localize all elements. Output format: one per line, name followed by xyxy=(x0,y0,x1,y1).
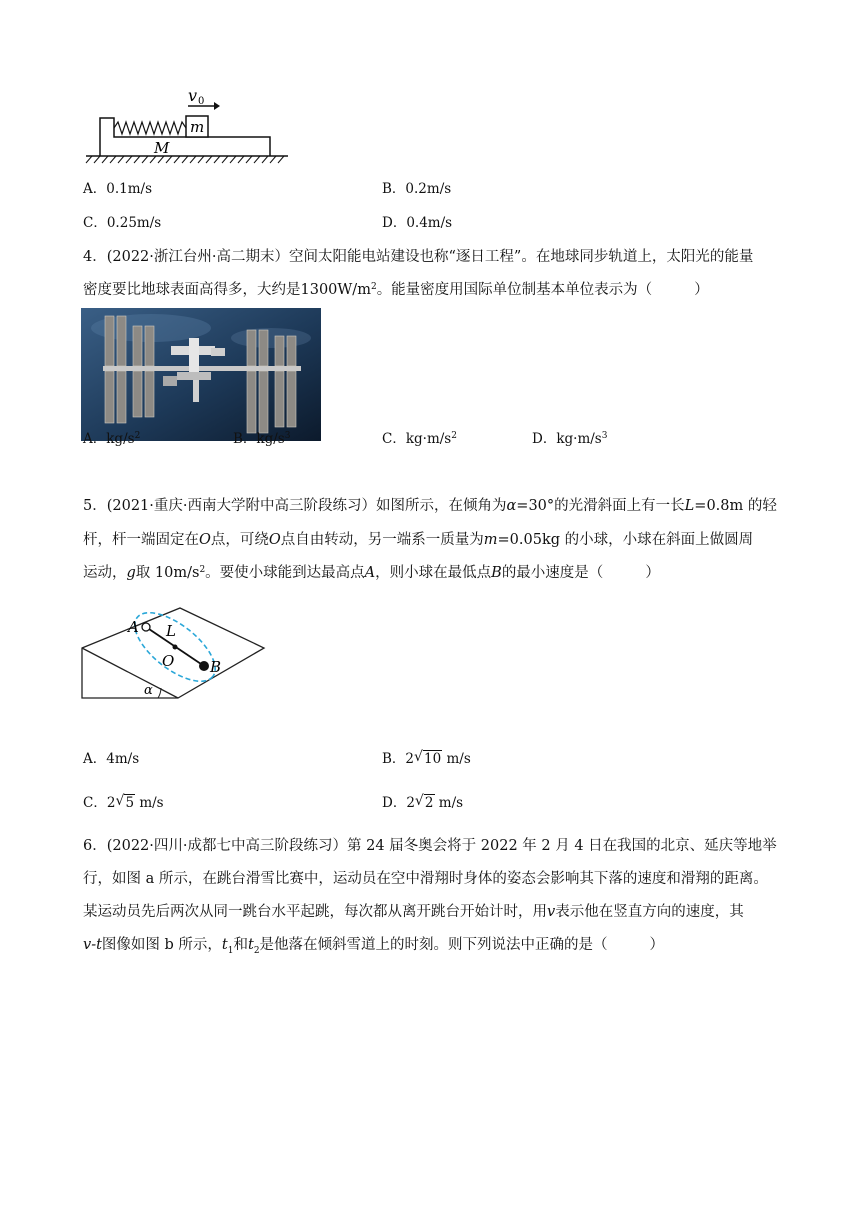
q6-stem-line1 xyxy=(83,836,777,856)
q5-text: 5．(2021·重庆·西南大学附中高三阶段练习）如图所示，在倾角为 xyxy=(83,498,507,514)
option-text: 4m/s xyxy=(106,751,140,767)
option-letter: D． xyxy=(532,431,557,447)
q6-subscript: 2 xyxy=(253,945,260,956)
q4-stem-line1 xyxy=(83,247,753,267)
option-text: kg·m/s xyxy=(405,431,452,447)
length-l-label: L xyxy=(166,622,176,640)
q5-var-O: O xyxy=(268,532,281,548)
q4-option-d[interactable] xyxy=(532,429,607,449)
q5-option-b[interactable] xyxy=(382,749,471,769)
angle-alpha-label: α xyxy=(144,683,153,698)
q5-text: =0.8m 的轻 xyxy=(694,498,777,514)
block-mass-label: m xyxy=(190,118,205,136)
q5-text: 点自由转动，另一端系一质量为 xyxy=(280,532,484,548)
q6-stem-line4 xyxy=(83,935,664,961)
option-letter: A． xyxy=(83,751,107,767)
option-letter: C． xyxy=(382,431,406,447)
option-exponent: 2 xyxy=(134,431,141,441)
option-coefficient: 2 xyxy=(405,751,415,767)
option-unit: m/s xyxy=(442,751,471,767)
point-a-label: A xyxy=(128,618,139,636)
q5-text: 。要使小球能到达最高点 xyxy=(205,565,365,581)
option-letter: C． xyxy=(83,795,107,811)
q6-text: ） xyxy=(649,937,665,953)
q5-var-g: g xyxy=(126,565,136,581)
option-text: kg/s xyxy=(256,431,285,447)
q4-text: 4．(2022·浙江台州·高二期末）空间太阳能电站建设也称“逐日工程”。在地球同步轨道上，太阳光的能量 xyxy=(83,249,754,265)
q6-text: 行，如图 a 所示，在跳台滑雪比赛中，运动员在空中滑翔时身体的姿态会影响其下落的速度和滑翔的距离。 xyxy=(83,871,768,887)
q6-text: 是他落在倾斜雪道上的时刻。则下列说法中正确的是（ xyxy=(259,937,608,953)
option-radicand: 5 xyxy=(125,795,135,811)
q4-option-b[interactable] xyxy=(233,429,290,449)
q6-subscript: 1 xyxy=(227,945,234,956)
q5-text: =0.05kg 的小球，小球在斜面上做圆周 xyxy=(497,532,754,548)
option-radicand: 10 xyxy=(424,751,442,767)
q5-text: ，则小球在最低点 xyxy=(375,565,492,581)
q5-option-d[interactable] xyxy=(382,793,463,813)
velocity-subscript: 0 xyxy=(198,96,205,107)
q6-text: 6．(2022·四川·成都七中高三阶段练习）第 24 届冬奥会将于 2022 年 2 月 4 日在我国的北京、延庆等地举 xyxy=(83,838,777,854)
q6-stem-line3 xyxy=(83,902,744,922)
point-b-label: B xyxy=(210,658,222,676)
option-letter: B． xyxy=(382,751,406,767)
sqrt-symbol xyxy=(414,749,442,769)
q5-stem-line1 xyxy=(83,496,777,516)
option-text: 0.4m/s xyxy=(406,215,453,231)
q5-var-m: m xyxy=(483,532,498,548)
q5-var-O: O xyxy=(199,532,211,548)
q5-option-c[interactable] xyxy=(83,793,164,813)
sqrt-symbol xyxy=(415,793,435,813)
q6-var-v: v xyxy=(547,904,556,920)
q4-value: 1300W/m xyxy=(300,282,371,298)
option-exponent: 3 xyxy=(601,431,608,441)
q4-value-exponent: 2 xyxy=(370,282,377,292)
option-letter: D． xyxy=(382,215,407,231)
q4-option-c[interactable] xyxy=(382,429,457,449)
q4-text: 。能量密度用国际单位制基本单位表示为（ xyxy=(376,282,653,298)
q6-var-vt: v-t xyxy=(83,937,102,953)
option-radicand: 2 xyxy=(424,795,434,811)
option-unit: m/s xyxy=(434,795,464,811)
q6-text: 图像如图 b 所示， xyxy=(101,937,222,953)
q4-option-a[interactable] xyxy=(83,429,140,449)
option-unit: m/s xyxy=(135,795,164,811)
option-text: 0.2m/s xyxy=(405,181,452,197)
q5-text: 杆，杆一端固定在 xyxy=(83,532,199,548)
option-letter: C． xyxy=(83,215,107,231)
q5-text: 运动， xyxy=(83,565,127,581)
q5-text: 取 10m/s xyxy=(135,565,200,581)
q5-exponent: 2 xyxy=(199,565,206,575)
q5-text: 点，可绕 xyxy=(210,532,269,548)
q6-var-t1: t xyxy=(221,937,228,953)
option-letter: A． xyxy=(83,181,107,197)
point-o-label: O xyxy=(162,652,175,670)
q3-option-d[interactable] xyxy=(382,213,452,233)
option-coefficient: 2 xyxy=(106,795,116,811)
q6-text: 和 xyxy=(233,937,248,953)
q5-stem-line2 xyxy=(83,530,753,550)
q5-option-a[interactable] xyxy=(83,749,139,769)
q3-option-a[interactable] xyxy=(83,179,152,199)
space-station-photo xyxy=(81,308,321,441)
q5-stem-line3 xyxy=(83,563,660,583)
q5-var-A: A xyxy=(364,565,376,581)
q3-option-c[interactable] xyxy=(83,213,161,233)
option-text: kg/s xyxy=(106,431,135,447)
option-letter: B． xyxy=(233,431,257,447)
option-letter: A． xyxy=(83,431,107,447)
q4-text: ） xyxy=(694,282,709,298)
q6-var-t2: t xyxy=(247,937,254,953)
q6-stem-line2 xyxy=(83,869,768,889)
q5-text: =30°的光滑斜面上有一长 xyxy=(516,498,685,514)
q6-text: 某运动员先后两次从同一跳台水平起跳，每次都从离开跳台开始计时，用 xyxy=(83,904,547,920)
velocity-label: v xyxy=(188,86,198,105)
q4-text: 密度要比地球表面高得多，大约是 xyxy=(83,282,301,298)
option-text: kg·m/s xyxy=(556,431,602,447)
q5-var-B: B xyxy=(491,565,502,581)
q6-text: 表示他在竖直方向的速度，其 xyxy=(555,904,744,920)
option-text: 0.25m/s xyxy=(106,215,162,231)
q5-var-alpha: α xyxy=(506,498,517,514)
q5-text: ） xyxy=(645,565,660,581)
q4-stem-line2 xyxy=(83,280,709,300)
option-exponent: 3 xyxy=(284,431,291,441)
option-coefficient: 2 xyxy=(406,795,415,811)
option-text: 0.1m/s xyxy=(106,181,152,197)
incline-circle-diagram xyxy=(80,606,270,702)
q5-var-L: L xyxy=(684,498,695,514)
option-letter: D． xyxy=(382,795,407,811)
option-exponent: 2 xyxy=(451,431,457,441)
sqrt-symbol xyxy=(115,793,135,813)
spring-block-diagram xyxy=(82,84,294,166)
board-mass-label: M xyxy=(154,139,170,157)
q3-option-b[interactable] xyxy=(382,179,451,199)
q5-text: 的最小速度是（ xyxy=(501,565,604,581)
option-letter: B． xyxy=(382,181,406,197)
